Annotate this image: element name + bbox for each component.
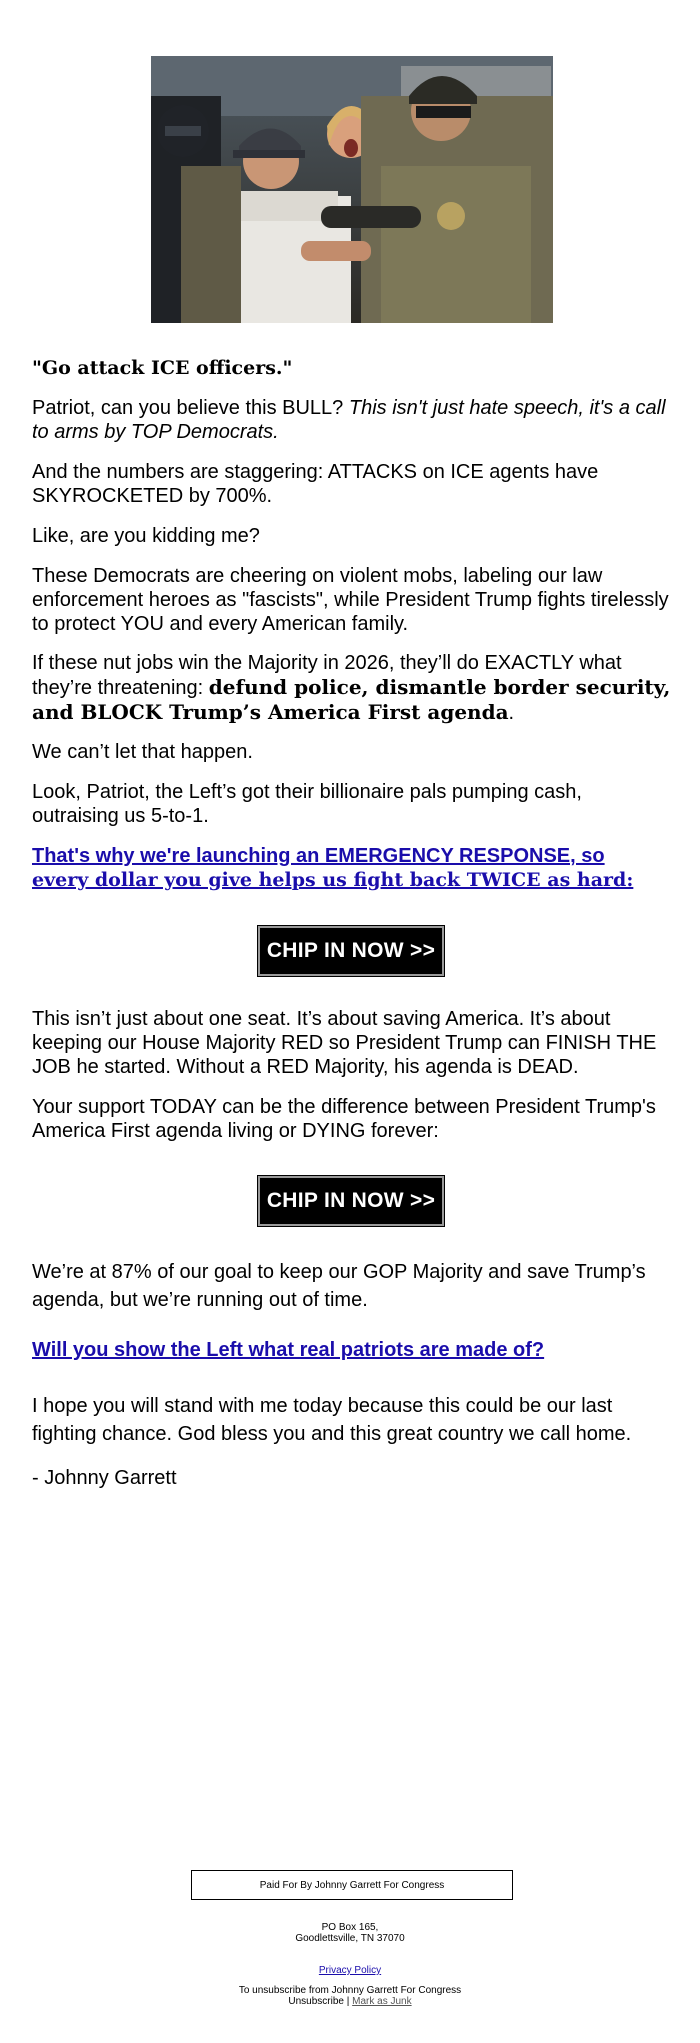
footer-address <box>0 1922 700 1944</box>
unsubscribe-link[interactable]: Unsubscribe <box>288 1996 344 2007</box>
paragraph-goal: We’re at 87% of our goal to keep our GOP Majority and save Trump’s agenda, but we’re running out of time. <box>32 1261 646 1311</box>
real-patriots-link[interactable]: Will you show the Left what real patriots are made of? <box>32 1339 545 1361</box>
paid-for-text: Paid For By Johnny Garrett For Congress <box>259 1879 445 1891</box>
address-line-2: Goodlettsville, TN 37070 <box>295 1933 405 1944</box>
paragraph-outraising: Look, Patriot, the Left’s got their billionaire pals pumping cash, outraising us 5-to-1. <box>32 781 582 827</box>
paragraph-kidding: Like, are you kidding me? <box>32 525 260 547</box>
emergency-response-link[interactable]: That's why we're launching an EMERGENCY RESPONSE, so every dollar you give helps us fight back TWICE as hard: <box>32 845 634 891</box>
paragraph-stand-with-me: I hope you will stand with me today because this could be our last fighting chance. God bless you and this great country we call home. <box>32 1395 632 1445</box>
paragraph-call-to-arms: Patriot, can you believe this BULL? This isn't just hate speech, it's a call to arms by TOP Democrats. <box>32 397 666 443</box>
paragraph-support-today: Your support TODAY can be the difference between President Trump's America First agenda living or DYING forever: <box>32 1096 656 1142</box>
footer-separator: | <box>343 1996 353 2007</box>
unsubscribe-text: To unsubscribe from Johnny Garrett For Congress <box>238 1985 462 1996</box>
chip-in-button[interactable]: CHIP IN NOW >> <box>258 926 444 976</box>
address-line-1: PO Box 165, <box>321 1922 379 1933</box>
italic-emphasis: This isn't just hate speech, it's a call to arms by TOP Democrats. <box>32 397 666 443</box>
chip-in-button-2[interactable]: CHIP IN NOW >> <box>258 1176 444 1226</box>
hero-photo <box>151 56 553 323</box>
paragraph-majority-threat: If these nut jobs win the Majority in 2026, they’ll do EXACTLY what they’re threatening: defund police, dismantle border security, and BLOCK Trump’s America First agenda. <box>32 652 671 724</box>
paragraph-cant-let: We can’t let that happen. <box>32 741 253 763</box>
paragraph-democrats: These Democrats are cheering on violent mobs, labeling our law enforcement heroes as "fascists", while President Trump fights tirelessly to protect YOU and every American family. <box>32 565 669 635</box>
privacy-policy-link[interactable]: Privacy Policy <box>318 1965 382 1976</box>
paid-for-box <box>191 1870 513 1900</box>
unsubscribe-block <box>0 1985 700 2007</box>
mark-as-junk-link[interactable]: Mark as Junk <box>352 1996 412 2007</box>
paragraph-saving-america: This isn’t just about one seat. It’s about saving America. It’s about keeping our House Majority RED so President Trump can FINISH THE JOB he started. Without a RED Majority, his agenda is DEAD. <box>32 1008 657 1078</box>
quote-headline: "Go attack ICE officers." <box>32 357 293 379</box>
paragraph-attack-stats: And the numbers are staggering: ATTACKS on ICE agents have SKYROCKETED by 700%. <box>32 461 599 507</box>
privacy-row <box>0 1965 700 1976</box>
signature: - Johnny Garrett <box>32 1467 177 1489</box>
